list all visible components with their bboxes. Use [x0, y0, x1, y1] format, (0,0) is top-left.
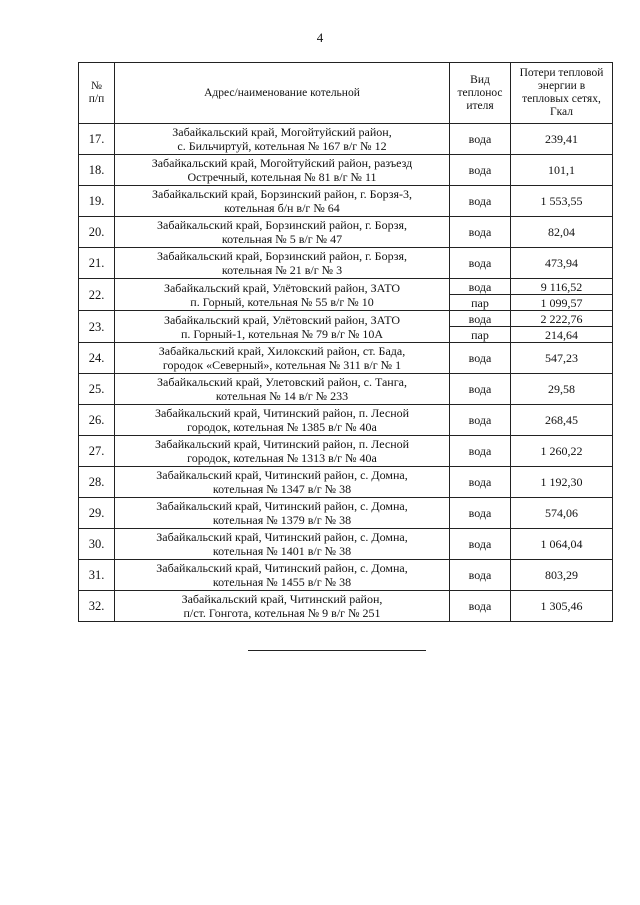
table-row: [79, 186, 613, 217]
heat-loss-value: 547,23: [511, 343, 613, 374]
row-number: 31.: [79, 560, 115, 591]
heat-carrier: вода: [450, 467, 511, 498]
header-num: [79, 63, 115, 124]
heat-carrier: вода: [450, 343, 511, 374]
heat-carrier: пар: [450, 295, 511, 311]
boiler-address: Забайкальский край, Могойтуйский район, разъезд Остречный, котельная № 81 в/г № 11: [115, 155, 450, 186]
heat-loss-value: 803,29: [511, 560, 613, 591]
table-row: [79, 436, 613, 467]
heat-carrier: пар: [450, 327, 511, 343]
heat-loss-table: [78, 62, 613, 622]
heat-carrier: вода: [450, 279, 511, 295]
heat-carrier: вода: [450, 155, 511, 186]
heat-loss-value: 214,64: [511, 327, 613, 343]
heat-carrier: вода: [450, 374, 511, 405]
row-number: 22.: [79, 279, 115, 311]
boiler-address: Забайкальский край, Читинский район, п. Лесной городок, котельная № 1385 в/г № 40а: [115, 405, 450, 436]
boiler-address: Забайкальский край, Читинский район, с. Домна, котельная № 1455 в/г № 38: [115, 560, 450, 591]
table-row: [79, 498, 613, 529]
heat-carrier: вода: [450, 248, 511, 279]
heat-loss-value: 239,41: [511, 124, 613, 155]
heat-loss-value: 82,04: [511, 217, 613, 248]
table-body: [79, 124, 613, 622]
heat-loss-value: 1 099,57: [511, 295, 613, 311]
heat-carrier: вода: [450, 591, 511, 622]
table-row: [79, 217, 613, 248]
table-header-row: [79, 63, 613, 124]
table-row: [79, 591, 613, 622]
heat-carrier: вода: [450, 186, 511, 217]
table-row: [79, 124, 613, 155]
table-row: [79, 343, 613, 374]
heat-carrier: вода: [450, 405, 511, 436]
boiler-address: Забайкальский край, Могойтуйский район, с. Бильчиртуй, котельная № 167 в/г № 12: [115, 124, 450, 155]
boiler-address: Забайкальский край, Борзинский район, г. Борзя-3, котельная б/н в/г № 64: [115, 186, 450, 217]
boiler-address: Забайкальский край, Улётовский район, ЗАТО п. Горный, котельная № 55 в/г № 10: [115, 279, 450, 311]
heat-loss-value: 268,45: [511, 405, 613, 436]
row-number: 28.: [79, 467, 115, 498]
heat-carrier: вода: [450, 529, 511, 560]
row-number: 29.: [79, 498, 115, 529]
row-number: 30.: [79, 529, 115, 560]
row-number: 17.: [79, 124, 115, 155]
table-row: [79, 405, 613, 436]
header-loss: [511, 63, 613, 124]
header-carrier-text: Вид теплонос ителя: [457, 73, 503, 112]
boiler-address: Забайкальский край, Читинский район, п/ст. Гонгота, котельная № 9 в/г № 251: [115, 591, 450, 622]
heat-loss-value: 2 222,76: [511, 311, 613, 327]
boiler-address: Забайкальский край, Читинский район, с. Домна, котельная № 1379 в/г № 38: [115, 498, 450, 529]
row-number: 25.: [79, 374, 115, 405]
heat-loss-value: 1 192,30: [511, 467, 613, 498]
heat-loss-value: 9 116,52: [511, 279, 613, 295]
boiler-address: Забайкальский край, Улетовский район, с. Танга, котельная № 14 в/г № 233: [115, 374, 450, 405]
header-loss-text: Потери тепловой энергии в тепловых сетях, Гкал: [519, 67, 604, 118]
boiler-address: Забайкальский край, Читинский район, с. Домна, котельная № 1347 в/г № 38: [115, 467, 450, 498]
boiler-address: Забайкальский край, Читинский район, с. Домна, котельная № 1401 в/г № 38: [115, 529, 450, 560]
row-number: 18.: [79, 155, 115, 186]
header-carrier: [450, 63, 511, 124]
heat-loss-value: 29,58: [511, 374, 613, 405]
table-row: [79, 279, 613, 295]
table-row: [79, 374, 613, 405]
heat-loss-value: 1 064,04: [511, 529, 613, 560]
heat-loss-value: 101,1: [511, 155, 613, 186]
row-number: 21.: [79, 248, 115, 279]
heat-carrier: вода: [450, 311, 511, 327]
header-address: [115, 63, 450, 124]
table-row: [79, 248, 613, 279]
row-number: 19.: [79, 186, 115, 217]
boiler-address: Забайкальский край, Читинский район, п. Лесной городок, котельная № 1313 в/г № 40а: [115, 436, 450, 467]
heat-loss-value: 1 553,55: [511, 186, 613, 217]
boiler-address: Забайкальский край, Хилокский район, ст. Бада, городок «Северный», котельная № 311 в/г № 1: [115, 343, 450, 374]
end-divider: [248, 650, 426, 651]
heat-carrier: вода: [450, 560, 511, 591]
boiler-address: Забайкальский край, Улётовский район, ЗАТО п. Горный-1, котельная № 79 в/г № 10А: [115, 311, 450, 343]
heat-loss-value: 1 305,46: [511, 591, 613, 622]
heat-carrier: вода: [450, 217, 511, 248]
heat-loss-value: 574,06: [511, 498, 613, 529]
heat-loss-value: 473,94: [511, 248, 613, 279]
row-number: 32.: [79, 591, 115, 622]
table-row: [79, 529, 613, 560]
row-number: 20.: [79, 217, 115, 248]
row-number: 24.: [79, 343, 115, 374]
table-row: [79, 467, 613, 498]
page-number: 4: [316, 30, 324, 45]
header-address-text: Адрес/наименование котельной: [204, 86, 360, 99]
header-num-text: № п/п: [88, 80, 105, 105]
row-number: 26.: [79, 405, 115, 436]
row-number: 23.: [79, 311, 115, 343]
row-number: 27.: [79, 436, 115, 467]
table-row: [79, 155, 613, 186]
table-row: [79, 560, 613, 591]
boiler-address: Забайкальский край, Борзинский район, г. Борзя, котельная № 5 в/г № 47: [115, 217, 450, 248]
heat-carrier: вода: [450, 436, 511, 467]
table-row: [79, 311, 613, 327]
boiler-address: Забайкальский край, Борзинский район, г. Борзя, котельная № 21 в/г № 3: [115, 248, 450, 279]
heat-carrier: вода: [450, 124, 511, 155]
heat-loss-value: 1 260,22: [511, 436, 613, 467]
heat-carrier: вода: [450, 498, 511, 529]
